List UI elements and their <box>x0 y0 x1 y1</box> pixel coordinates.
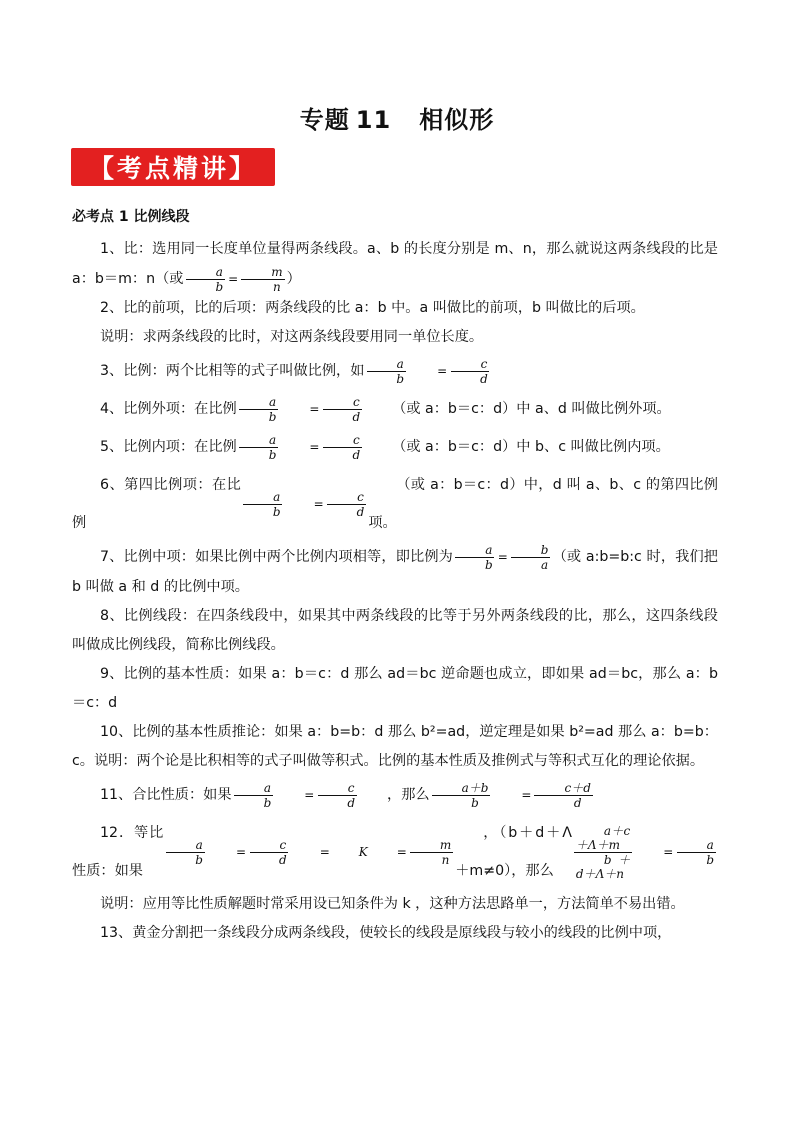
equals-sign: = <box>319 845 330 859</box>
denominator: d <box>480 371 488 386</box>
numerator: a＋c＋Λ＋m <box>575 823 631 852</box>
denominator: b <box>706 852 714 867</box>
text-run: 7、比例中项：如果比例中两个比例内项相等，即比例为 <box>100 549 454 565</box>
numerator: a <box>367 357 406 372</box>
numerator: a <box>166 838 205 853</box>
item-3 <box>72 352 718 390</box>
fraction <box>676 838 716 867</box>
numerator: c <box>318 781 357 796</box>
item-6 <box>72 466 718 542</box>
fraction <box>574 824 632 881</box>
item-13: 13、黄金分割把一条线段分成两条线段，使较长的线段是原线段与较小的线段的比例中项， <box>100 925 672 941</box>
text-run: 3、比例：两个比相等的式子叫做比例，如 <box>100 363 365 379</box>
denominator: b <box>268 409 277 424</box>
item-11 <box>72 776 718 814</box>
fraction <box>450 357 490 386</box>
equals-sign: = <box>228 272 239 286</box>
denominator: n <box>273 279 281 294</box>
denominator: n <box>441 852 450 867</box>
equals-sign: = <box>497 550 508 564</box>
numerator: m <box>410 838 453 853</box>
item-2-note: 说明：求两条线段的比时，对这两条线段要用同一单位长度。 <box>100 329 484 345</box>
text-run: （或 a：b＝c：d）中 a、d 叫做比例外项。 <box>392 401 671 417</box>
denominator: d <box>352 409 361 424</box>
section-banner: 【考点精讲】 <box>71 148 275 186</box>
equals-sign: = <box>663 845 674 859</box>
item-5 <box>72 428 718 466</box>
numerator: a <box>455 543 494 558</box>
equals-sign: = <box>521 788 532 802</box>
denominator: b <box>268 447 277 462</box>
fraction <box>322 395 362 424</box>
denominator: b＋d＋Λ＋n <box>575 852 631 881</box>
numerator: c <box>323 433 362 448</box>
fraction <box>239 395 279 424</box>
numerator: c <box>323 395 362 410</box>
denominator: b <box>263 795 272 810</box>
denominator: b <box>272 504 281 519</box>
text-run: 11、合比性质：如果 <box>100 787 232 803</box>
numerator: a <box>239 395 278 410</box>
item-9: 9、比例的基本性质：如果 a：b＝c：d 那么 ad＝bc 逆命题也成立，即如果 ad＝bc，那么 a：b＝c：d <box>72 666 718 711</box>
frac-a-b <box>185 265 225 294</box>
fraction <box>322 433 362 462</box>
denominator: b <box>485 557 493 572</box>
item-7 <box>72 542 718 602</box>
item-10: 10、比例的基本性质推论：如果 a：b=b：d 那么 b²=ad，逆定理是如果 b²=ad 那么 a：b=b：c。说明：两个论是比积相等的式子叫做等积式。比例的基本性质及推例式与等积式互化的理论依据。 <box>72 724 718 769</box>
item-2: 2、比的前项，比的后项：两条线段的比 a：b 中。a 叫做比的前项，b 叫做比的后项。 <box>100 300 645 316</box>
text-run: K <box>358 845 368 859</box>
equals-sign: = <box>309 440 320 454</box>
text-run: ，（b＋d＋Λ＋m≠0），那么 <box>455 825 572 879</box>
equals-sign: = <box>313 497 324 511</box>
fraction <box>511 543 551 572</box>
title-number: 11 <box>355 106 392 134</box>
text-run: （或 a：b＝c：d）中，d 叫 a、b、c 的第四比例项。 <box>368 477 718 531</box>
text-run: 6、第四比例项：在比例 <box>72 477 241 531</box>
equals-sign: = <box>304 788 315 802</box>
fraction <box>534 781 592 810</box>
numerator: c <box>327 490 366 505</box>
fraction <box>249 838 289 867</box>
denominator: b <box>396 371 405 386</box>
item-4 <box>72 390 718 428</box>
text-run: 5、比例内项：在比例 <box>100 439 237 455</box>
text-run: ） <box>286 271 301 287</box>
numerator: c <box>451 357 490 372</box>
title-main: 专题 <box>299 106 350 134</box>
fraction <box>327 490 367 519</box>
denominator: b <box>471 795 479 810</box>
text-run: （或 a:b=b:c 时，我们把 b 叫做 a 和 d 的比例中项。 <box>72 549 718 595</box>
fraction <box>239 433 279 462</box>
equals-sign: = <box>309 402 320 416</box>
numerator: c <box>250 838 289 853</box>
equals-sign: = <box>235 845 247 859</box>
item-12 <box>72 814 718 890</box>
fraction <box>165 838 205 867</box>
numerator: m <box>241 265 284 280</box>
text-run: 1、比：选用同一长度单位量得两条线段。a、b 的长度分别是 m、n，那么就说这两条线段的比是 a：b＝m：n（或 <box>72 241 718 287</box>
denominator: d <box>279 852 287 867</box>
denominator: d <box>347 795 355 810</box>
text-run: 12．等比性质：如果 <box>72 825 164 879</box>
text-run: 4、比例外项：在比例 <box>100 401 237 417</box>
numerator: a＋b <box>432 781 491 796</box>
fraction <box>243 490 283 519</box>
fraction <box>410 838 453 867</box>
item-1 <box>72 234 718 294</box>
denominator: a <box>541 557 549 572</box>
fraction <box>455 543 495 572</box>
fraction <box>366 357 406 386</box>
numerator: b <box>511 543 551 558</box>
denominator: b <box>215 279 224 294</box>
text-run: ，那么 <box>387 787 430 803</box>
denominator: b <box>195 852 203 867</box>
numerator: a <box>677 838 716 853</box>
denominator: d <box>573 795 582 810</box>
content <box>72 206 718 948</box>
fraction <box>234 781 274 810</box>
page-title <box>0 100 794 135</box>
numerator: a <box>234 781 273 796</box>
fraction <box>317 781 357 810</box>
numerator: a <box>186 265 225 280</box>
numerator: a <box>239 433 278 448</box>
frac-m-n <box>241 265 284 294</box>
numerator: a <box>243 490 282 505</box>
section-title: 必考点 1 比例线段 <box>72 209 190 225</box>
denominator: d <box>352 447 361 462</box>
equals-sign: = <box>437 364 448 378</box>
item-8: 8、比例线段：在四条线段中，如果其中两条线段的比等于另外两条线段的比，那么，这四条线段叫做成比例线段，简称比例线段。 <box>72 608 718 653</box>
item-12-note: 说明：应用等比性质解题时常采用设已知条件为 k ，这种方法思路单一，方法简单不易出错。 <box>100 896 685 912</box>
numerator: c＋d <box>534 781 592 796</box>
text-run: （或 a：b＝c：d）中 b、c 叫做比例内项。 <box>392 439 670 455</box>
equals-sign: = <box>396 845 407 859</box>
denominator: d <box>356 504 365 519</box>
fraction <box>432 781 491 810</box>
title-sub: 相似形 <box>419 106 495 134</box>
